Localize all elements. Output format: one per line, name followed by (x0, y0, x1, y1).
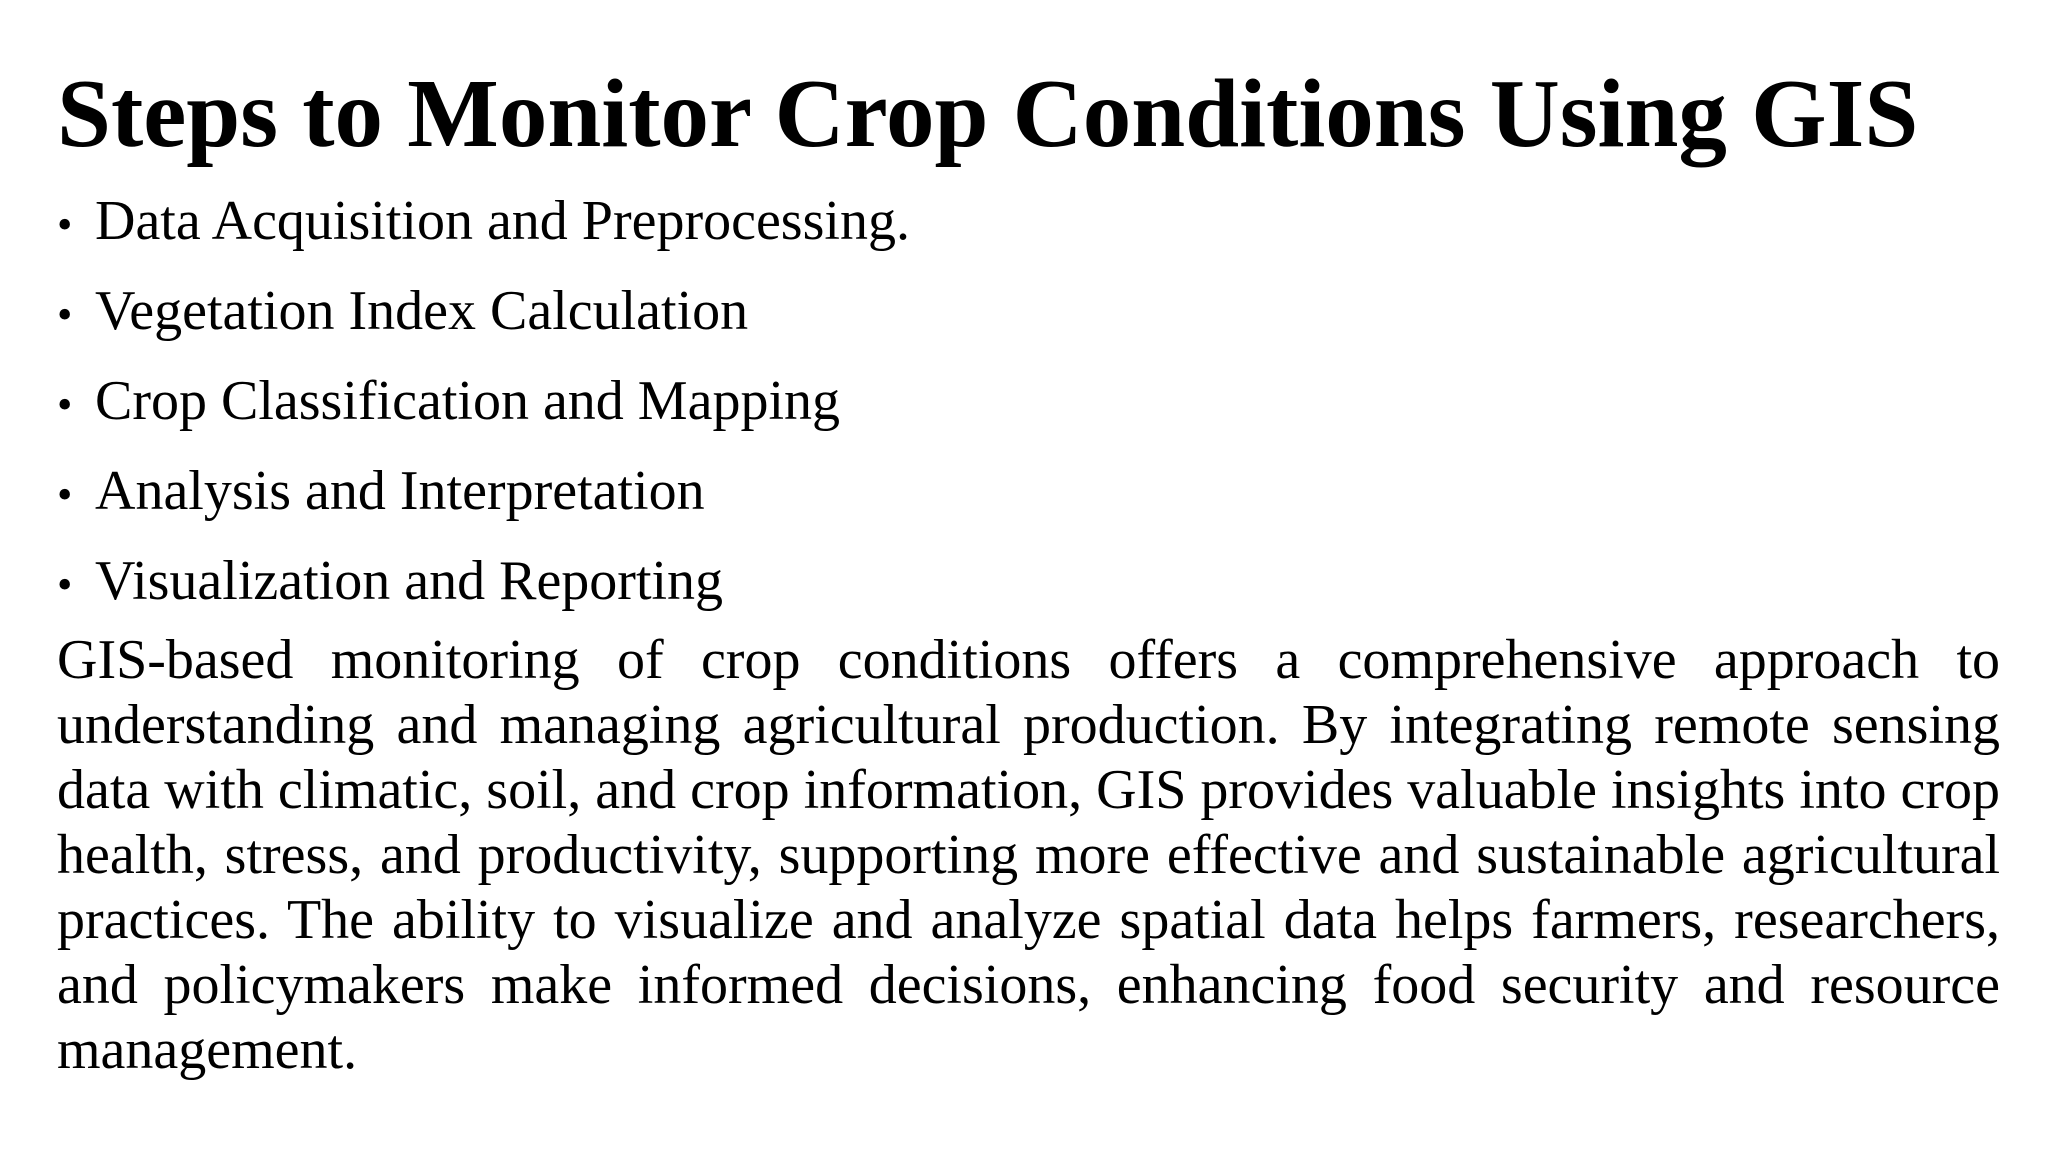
bullet-icon: • (57, 200, 73, 249)
bullet-icon: • (57, 470, 73, 519)
list-item-text: Vegetation Index Calculation (95, 280, 749, 342)
bullet-icon: • (57, 380, 73, 429)
summary-paragraph: GIS-based monitoring of crop conditions offers a comprehensive approach to understanding and managing agricultural production. By integrating remote sensing data with climatic, soil, and crop information, GIS provides valuable insights into crop health, stress, and productivity, supporting more effective and sustainable agricultural practices. The ability to visualize and analyze spatial data helps farmers, researchers, and policymakers make informed decisions, enhancing food security and resource management. (57, 629, 2000, 1081)
list-item (57, 538, 2000, 628)
list-item-text: Crop Classification and Mapping (95, 370, 841, 432)
list-item (57, 268, 2000, 358)
list-item (57, 358, 2000, 448)
list-item-text: Data Acquisition and Preprocessing. (95, 190, 910, 252)
bullet-icon: • (57, 290, 73, 339)
bullet-icon: • (57, 560, 73, 609)
steps-list (57, 178, 2000, 628)
slide-title: Steps to Monitor Crop Conditions Using GIS (57, 60, 1919, 167)
list-item (57, 178, 2000, 268)
list-item (57, 448, 2000, 538)
list-item-text: Visualization and Reporting (95, 550, 724, 612)
list-item-text: Analysis and Interpretation (95, 460, 705, 522)
